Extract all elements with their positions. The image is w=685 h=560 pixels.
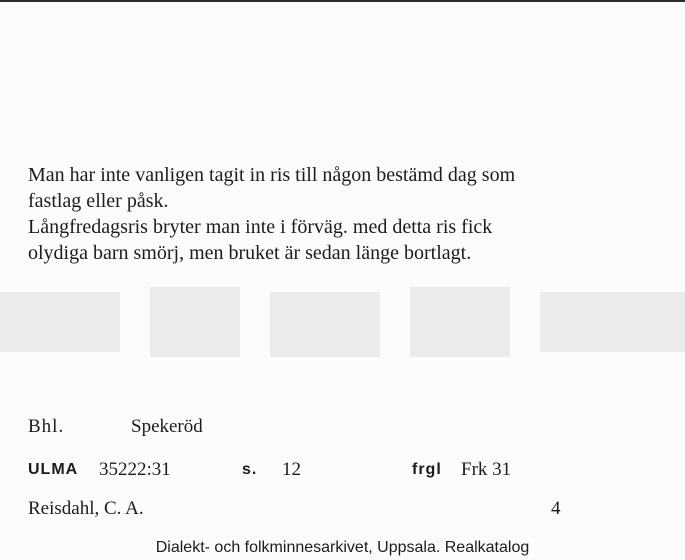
body-line: olydiga barn smörj, men bruket är sedan länge bortlagt.	[28, 242, 472, 264]
region-label: Bhl.	[28, 416, 65, 437]
archive-label: ULMA	[28, 461, 79, 478]
body-line: Långfredagsris bryter man inte i förväg. med detta ris fick	[28, 216, 493, 238]
recorder-name: Reisdahl, C. A.	[28, 498, 144, 519]
page-label: s.	[242, 461, 258, 478]
questionnaire-value: Frk 31	[461, 459, 512, 480]
bleed-through-marks	[0, 272, 685, 372]
place-name: Spekeröd	[131, 416, 203, 437]
questionnaire-label: frgl	[412, 461, 442, 478]
recorder-row	[28, 496, 668, 522]
page-number: 12	[282, 459, 301, 480]
card-body-text	[28, 162, 676, 266]
sheet-number: 4	[551, 498, 561, 519]
archive-footer: Dialekt- och folkminnesarkivet, Uppsala. Realkatalog	[155, 539, 530, 556]
archive-number: 35222:31	[99, 459, 171, 480]
body-line: fastlag eller påsk.	[28, 190, 169, 212]
body-line: Man har inte vanligen tagit in ris till någon bestämd dag som	[28, 164, 516, 186]
